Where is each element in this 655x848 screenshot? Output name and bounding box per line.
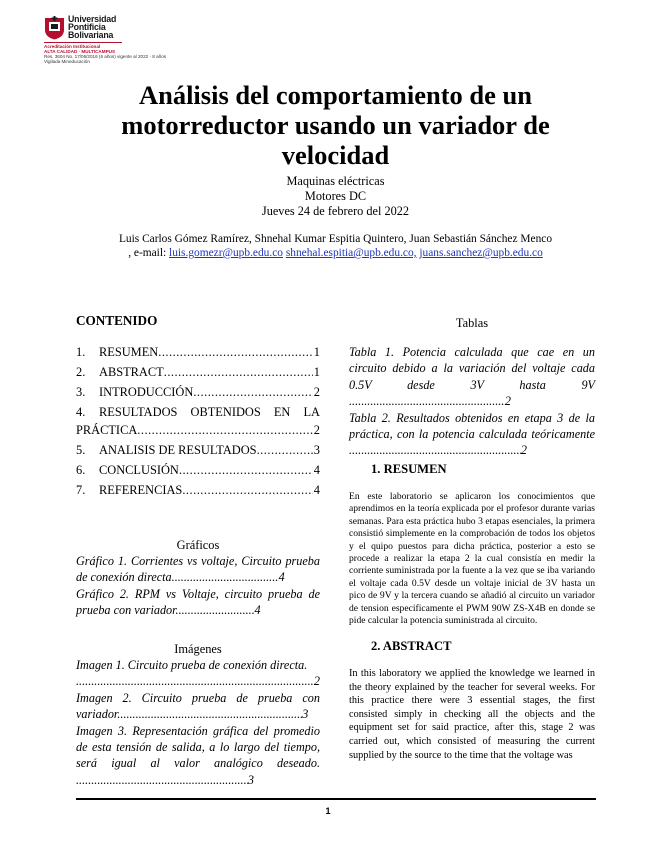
imagenes-list (76, 657, 320, 788)
accreditation-text: Acreditación Institucional ALTA CALIDAD · MULTICAMPUS Res. 3604 No. 17/06/2016 (6 años) vigente al 2022 · 8 años Vigilada Mineducación (44, 44, 167, 64)
imagen-entry-1[interactable]: Imagen 1. Circuito prueba de conexión directa. ..... 2 (76, 657, 320, 690)
toc-item-resultados[interactable]: 4. RESULTADOS OBTENIDOS EN LA PRÁCTICA ..... 2 (76, 402, 320, 440)
authors-block (60, 232, 611, 260)
page-number: 1 (325, 806, 331, 816)
imagenes-heading: Imágenes (174, 642, 222, 656)
email-link-2[interactable]: shnehal.espitia@upb.edu.co, (285, 247, 417, 259)
toc-item-referencias[interactable]: 7. REFERENCIAS ..... 4 (76, 480, 320, 500)
toc-item-analisis[interactable]: 5. ANALISIS DE RESULTADOS ..... 3 (76, 440, 320, 460)
email-link-3[interactable]: juans.sanchez@upb.edu.co (419, 247, 543, 259)
resumen-heading: 1. RESUMEN (371, 462, 447, 476)
abstract-heading: 2. ABSTRACT (371, 639, 452, 653)
grafico-entry-1[interactable]: Gráfico 1. Corrientes vs voltaje, Circuito prueba de conexión directa. ..... 4 (76, 553, 320, 586)
logo-divider (44, 42, 122, 43)
resumen-paragraph: En este laboratorio se aplicaron los conocimientos que aprendimos en la teoría explicada por el profesor durante varias semanas. Para esta práctica hubo 3 etapas esenciales, la primera consistió simplemente en la comprobación de todos los objetos y el quipo puestos para dicha práctica, posterior a esto se procede a realizar la etapa 2 la cual consistía en medir la corriente suministrada por la fuente a la vez que se iba variando el voltaje cada 0.5V desde un voltaje inicial de 3V hasta un pico de 9V y la tercera cuando se añadió al circuito un variador de tension especificamente el PWM 90W ZS-X4B en donde se pide calcular la potencia suministrada al circuito. (349, 491, 595, 627)
abstract-paragraph: In this laboratory we applied the knowledge we learned in the theory explained by the teacher for several weeks. For this practice there were 3 essential stages, the first consisted simply in checking all the objects and the equipment set for said practice, after this, stage 2 was carried out, which consisted of measuring the current supplied by the source to the time that the voltage was (349, 668, 595, 761)
toc-item-introduccion[interactable]: 3. INTRODUCCIÓN ..... 2 (76, 382, 320, 402)
contenido-heading: CONTENIDO (76, 313, 158, 328)
email-link-1[interactable]: luis.gomezr@upb.edu.co (169, 247, 283, 259)
toc-list (76, 342, 320, 500)
paper-date: Jueves 24 de febrero del 2022 (261, 204, 410, 218)
graficos-list (76, 553, 320, 619)
tabla-entry-2[interactable]: Tabla 2. Resultados obtenidos en etapa 3 de la práctica, con la potencia calculada teóricamente ..... 2 (349, 410, 595, 459)
grafico-entry-2[interactable]: Gráfico 2. RPM vs Voltaje, circuito prueba de prueba con variador. ..... 4 (76, 586, 320, 619)
tabla-entry-1[interactable]: Tabla 1. Potencia calculada que cae en un circuito debido a la variación del voltaje cada 0.5V desde 3V hasta 9V ..... 2 (349, 344, 595, 410)
shield-emblem-icon (44, 16, 65, 40)
topic-name: Motores DC (304, 189, 367, 203)
university-logo (44, 14, 167, 76)
tablas-heading: Tablas (455, 316, 489, 330)
toc-item-conclusion[interactable]: 6. CONCLUSIÓN ..... 4 (76, 460, 320, 480)
course-name: Maquinas eléctricas (286, 174, 385, 188)
footer-rule (76, 798, 596, 800)
author-names: Luis Carlos Gómez Ramírez, Shnehal Kumar Espitia Quintero, Juan Sebastián Sánchez Menco (118, 233, 553, 245)
paper-title: Análisis del comportamiento de un motorreductor usando un variador de velocidad (121, 80, 550, 170)
author-emails: , e-mail: luis.gomezr@upb.edu.co shnehal.espitia@upb.edu.co, juans.sanchez@upb.edu.co (128, 247, 543, 259)
toc-item-resumen[interactable]: 1. RESUMEN ..... 1 (76, 342, 320, 362)
tablas-list (349, 344, 595, 459)
toc-item-abstract[interactable]: 2. ABSTRACT ..... 1 (76, 362, 320, 382)
graficos-heading: Gráficos (176, 538, 220, 552)
logo-wordmark: Universidad Pontificia Bolivariana (68, 14, 117, 41)
imagen-entry-3[interactable]: Imagen 3. Representación gráfica del promedio de esta tensión de salida, a lo largo del tiempo, será igual al valor analógico deseado. ..... 3 (76, 723, 320, 789)
imagen-entry-2[interactable]: Imagen 2. Circuito prueba de prueba con variador. ..... 3 (76, 690, 320, 723)
